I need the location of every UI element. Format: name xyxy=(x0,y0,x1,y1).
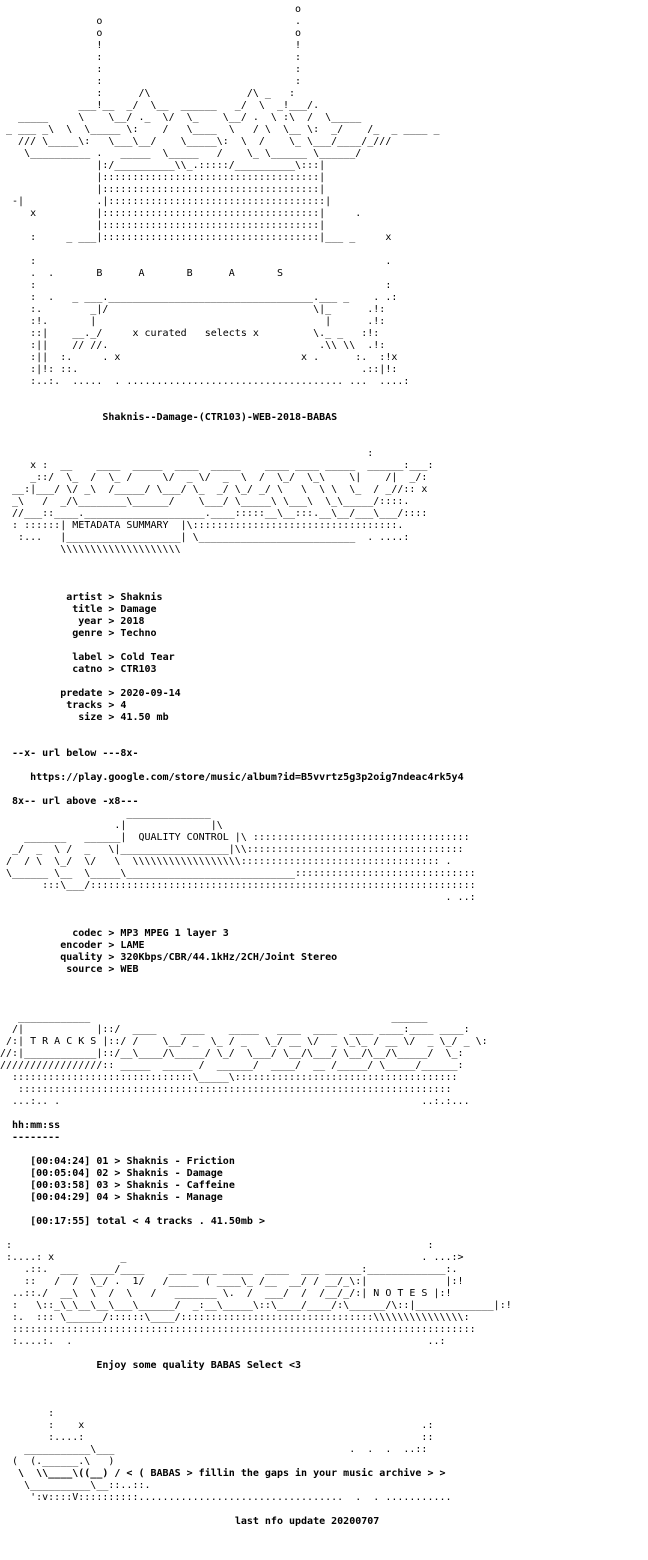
footer-art-line: ___________\___ . . . ..:: xyxy=(0,1444,428,1455)
header-art-line: \__________ . _____ \_____ / \_ \______ \______/ xyxy=(0,148,362,159)
header-art-line: :..:. ..... . .................................... ... ....: xyxy=(0,376,410,387)
header-art-line: _ ___ _\ \ \_____ \: / \____ \ / \ \__ \: _/ /_ _ ____ _ xyxy=(0,124,440,135)
notes-banner-line: .::. ___ ____/____ ___ ____ _____ ____ ___ ______:_____________:. xyxy=(0,1264,458,1275)
meta-row-catno: catno > CTR103 xyxy=(0,664,157,675)
tracks-banner-line: ::::::::::::::::::::::::::::::\_____\::::::::::::::::::::::::::::::::::::: xyxy=(0,1072,458,1083)
tracks-banner-line: /:| T R A C K S |::/ / \__/ _ \_ / _ \_/ __ \/ _ \_\_ / __ \/ _ \_/ _ \: xyxy=(0,1036,488,1047)
quality-quality-value: 320Kbps/CBR/44.1kHz/2CH/Joint Stereo xyxy=(120,952,338,963)
tracks-banner-line: //:|____________|::/__\____/\_____/ \_/ \___/ \__/\___/ \__/\__/\_____/ \_: xyxy=(0,1048,464,1059)
header-art-line: o . xyxy=(0,16,302,27)
header-art-line: o o xyxy=(0,28,302,39)
quality-banner-line: .| |\ xyxy=(0,820,223,831)
release-name-row xyxy=(0,412,648,424)
track-artist: Shaknis xyxy=(126,1180,169,1191)
meta-catno-value: CTR103 xyxy=(120,664,157,675)
header-art-line: |::::::::::::::::::::::::::::::::::::| xyxy=(0,184,326,195)
header-art-line xyxy=(0,244,648,256)
track-time: 00:04:29 xyxy=(36,1192,85,1203)
header-art-line: : : xyxy=(0,280,392,291)
header-art-line: :. _|/ \|_ .!: xyxy=(0,304,386,315)
meta-label-value: Cold Tear xyxy=(120,652,175,663)
track-row: [00:04:29] 04 > Shaknis - Manage xyxy=(0,1192,223,1203)
nfo-document xyxy=(0,4,648,1543)
meta-artist-value: Shaknis xyxy=(120,592,163,603)
notes-banner-line: : : xyxy=(0,1240,434,1251)
notes-text: Enjoy some quality BABAS Select <3 xyxy=(96,1360,302,1371)
footer-art-line: :....: :: xyxy=(0,1432,434,1443)
header-art-line: ___!__ _/ \__ ______ _/ \ _!___/. xyxy=(0,100,320,111)
header-art-line: _____ \ \__/ ._ \/ \_ \__/ . \ :\ / \_____ xyxy=(0,112,362,123)
meta-row-artist: artist > Shaknis xyxy=(0,592,163,603)
meta-row-genre: genre > Techno xyxy=(0,628,157,639)
header-art-line: ::| __._/ x curated selects x \._ _ :!: xyxy=(0,328,380,339)
quality-banner-line: \______ \__ \_____\____________________________:::::::::::::::::::::::::::::: xyxy=(0,868,476,879)
quality-banner-line: . ..: xyxy=(0,892,476,903)
track-time: 00:05:04 xyxy=(36,1168,85,1179)
notes-banner-line: ..::./ __\ \ / \ / _______ \. / ___/ / /__/_/:| N O T E S |:! xyxy=(0,1288,452,1299)
total-size: 41.50mb xyxy=(210,1216,253,1227)
meta-predate-value: 2020-09-14 xyxy=(120,688,181,699)
header-art-line: o xyxy=(0,4,302,15)
header-art-line: /// \_____\: \___\__/ \_____\: \ / \_ \___/____/_/// xyxy=(0,136,398,147)
footer-art-line: \__________\__::..::. xyxy=(0,1480,151,1491)
meta-title-value: Damage xyxy=(120,604,157,615)
metadata-banner-line: _::/ \_ / \_ / \/ _ \/ _ \ / \_/ \_\ \| /| _/: xyxy=(0,472,428,483)
footer-art-line: : x .: xyxy=(0,1420,434,1431)
footer-art-line: : xyxy=(0,1408,55,1419)
track-title: Damage xyxy=(186,1168,223,1179)
tracks-banner-line: ...:.. . ..:.:... xyxy=(0,1096,470,1107)
notes-banner-line: :. ::: \______/::::::\____/::::::::::::::::::::::::::::::::\\\\\\\\\\\\\\\: xyxy=(0,1312,470,1323)
track-time: 00:04:24 xyxy=(36,1156,85,1167)
track-row: [00:05:04] 02 > Shaknis - Damage xyxy=(0,1168,223,1179)
notes-text-row xyxy=(0,1360,648,1372)
header-art-line: :|| :. . x x . :. :!x xyxy=(0,352,398,363)
quality-banner-line: _______ ______| QUALITY CONTROL |\ :::::::::::::::::::::::::::::::::::: xyxy=(0,832,470,843)
notes-banner-line: : \::_\_\__\__\___\______/ _:__\_____\::\____/____/:\______/\::|_____________|:! xyxy=(0,1300,512,1311)
meta-year-value: 2018 xyxy=(120,616,145,627)
quality-banner-line: / / \ \_/ \/ \ \\\\\\\\\\\\\\\\\\::::::::::::::::::::::::::::::::: . xyxy=(0,856,452,867)
quality-row-codec: codec > MP3 MPEG 1 layer 3 xyxy=(0,928,229,939)
header-art-line: |::::::::::::::::::::::::::::::::::::| xyxy=(0,220,326,231)
header-art-line: : . xyxy=(0,256,392,267)
tracks-banner-line: /////////////////:: _____ _____ / ______/ ____/ __ /_____/ \_____/______: xyxy=(0,1060,464,1071)
header-art-line: |:/__________\\_.:::::/__________\:::| xyxy=(0,160,326,171)
release-url-row xyxy=(0,772,648,784)
header-art-line: :|| // //. .\\ \\ .!: xyxy=(0,340,386,351)
metadata-banner-line: : ::::::| METADATA SUMMARY |\::::::::::::::::::::::::::::::::::. xyxy=(0,520,404,531)
tracks-banner-line: /| |::/ ____ ____ _____ ____ ____ ____ ____:____ ____: xyxy=(0,1024,470,1035)
footer-art-line: ( (.______.\ ) xyxy=(0,1456,115,1467)
track-title: Caffeine xyxy=(186,1180,235,1191)
header-art-line: :|!: ::. .::|!: xyxy=(0,364,398,375)
meta-row-title: title > Damage xyxy=(0,604,157,615)
header-art-line: : _ ___|::::::::::::::::::::::::::::::::::::|___ _ x xyxy=(0,232,392,243)
notes-banner-line: ::::::::::::::::::::::::::::::::::::::::::::::::::::::::::::::::::::::::::::: xyxy=(0,1324,476,1335)
meta-tracks-value: 4 xyxy=(120,700,127,711)
tracks-banner-line: ____________ ______ xyxy=(0,1012,428,1023)
metadata-banner-line: : xyxy=(0,448,374,459)
header-art-line: :!. | | .!: xyxy=(0,316,386,327)
track-number: 01 xyxy=(96,1156,109,1167)
quality-row-quality: quality > 320Kbps/CBR/44.1kHz/2CH/Joint Stereo xyxy=(0,952,338,963)
meta-row-predate: predate > 2020-09-14 xyxy=(0,688,181,699)
meta-row-label: label > Cold Tear xyxy=(0,652,175,663)
tracks-header-label: hh:mm:ss xyxy=(0,1120,61,1131)
quality-banner-line: _/ _ \ / _ \|__________________|\\:::::::::::::::::::::::::::::::::::: xyxy=(0,844,464,855)
metadata-banner-line: //___::____.____________________.____:::::__\__:::.__\__/___\___/:::: xyxy=(0,508,428,519)
quality-banner-line: :::\___/:::::::::::::::::::::::::::::::::::::::::::::::::::::::::::::::: xyxy=(0,880,476,891)
tracks-header-rule: -------- xyxy=(0,1132,61,1143)
track-artist: Shaknis xyxy=(126,1192,169,1203)
metadata-banner-line: \\\\\\\\\\\\\\\\\\\\ xyxy=(0,544,181,555)
notes-banner-line: :....: x _ . ...:> xyxy=(0,1252,464,1263)
track-number: 03 xyxy=(96,1180,109,1191)
meta-row-tracks: tracks > 4 xyxy=(0,700,127,711)
track-row: [00:04:24] 01 > Shaknis - Friction xyxy=(0,1156,235,1167)
footer-art-line: ':v::::V::::::::::.................................. . . ........... xyxy=(0,1492,452,1503)
header-art-line: : /\ /\ _ : xyxy=(0,88,296,99)
meta-size-value: 41.50 mb xyxy=(120,712,169,723)
header-art-line: : . _ ___.__________________________________.___ _ . .: xyxy=(0,292,398,303)
track-artist: Shaknis xyxy=(126,1156,169,1167)
header-art-line: : : xyxy=(0,52,302,63)
quality-row-encoder: encoder > LAME xyxy=(0,940,145,951)
release-url-link[interactable]: https://play.google.com/store/music/album?id=B5vvrtz5g3p2oig7ndeac4rk5y4 xyxy=(30,772,464,783)
header-art-line: x |::::::::::::::::::::::::::::::::::::| . xyxy=(0,208,362,219)
header-art-line: |::::::::::::::::::::::::::::::::::::| xyxy=(0,172,326,183)
metadata-banner-line: __:|___/ \/ _\ /_____/ \___/ \_ _/ \_/ _/ \ \ \ \ \_ / _//:: x xyxy=(0,484,428,495)
track-number: 04 xyxy=(96,1192,109,1203)
track-title: Friction xyxy=(186,1156,235,1167)
header-art-line: -| .|::::::::::::::::::::::::::::::::::::| xyxy=(0,196,332,207)
header-art-line: : : xyxy=(0,64,302,75)
release-name: Shaknis--Damage-(CTR103)-WEB-2018-BABAS xyxy=(102,412,338,423)
quality-source-value: WEB xyxy=(120,964,139,975)
track-number: 02 xyxy=(96,1168,109,1179)
quality-banner-line: ______________ xyxy=(0,808,211,819)
metadata-banner-line: _\ / _/\________\______/ \___/ \_____\ \___\ \_\_____/::::. xyxy=(0,496,410,507)
header-art-line: : : xyxy=(0,76,302,87)
track-title: Manage xyxy=(186,1192,223,1203)
meta-row-year: year > 2018 xyxy=(0,616,145,627)
tracks-total-row: [00:17:55] total < 4 tracks . 41.50mb > xyxy=(0,1216,265,1227)
track-time: 00:03:58 xyxy=(36,1180,85,1191)
header-art-line: ! ! xyxy=(0,40,302,51)
total-tracks: 4 xyxy=(144,1216,151,1227)
quality-encoder-value: LAME xyxy=(120,940,145,951)
track-artist: Shaknis xyxy=(126,1168,169,1179)
quality-row-source: source > WEB xyxy=(0,964,139,975)
metadata-banner-line: :... |___________________| \__________________________ . ....: xyxy=(0,532,410,543)
tracks-banner-line: :::::::::::::::::::::::::::::::::::::::::::::::::::::::::::::::::::::::: xyxy=(0,1084,452,1095)
notes-banner-line: :....:. . ..: xyxy=(0,1336,446,1347)
last-update: last nfo update 20200707 xyxy=(234,1516,380,1527)
track-row: [00:03:58] 03 > Shaknis - Caffeine xyxy=(0,1180,235,1191)
total-time: 00:17:55 xyxy=(36,1216,85,1227)
footer-slogan-line: \ \\____\((__) / < ( BABAS > fillin the gaps in your music archive > > xyxy=(0,1468,446,1479)
meta-row-size: size > 41.50 mb xyxy=(0,712,169,723)
last-update-row xyxy=(0,1516,648,1528)
meta-genre-value: Techno xyxy=(120,628,157,639)
metadata-banner-line: x : __ ____ _____ ____ _____ ____ ____ _____ ______:___: xyxy=(0,460,434,471)
url-divider-bottom: 8x-- url above -x8--- xyxy=(0,796,139,807)
notes-banner-line: :: / / \_/ . 1/ /_____ ( ____\_ /__ __/ / __/_\:| |:! xyxy=(0,1276,464,1287)
header-art-line: . . B A B A S xyxy=(0,268,283,279)
url-divider-top: --x- url below ---8x- xyxy=(0,748,139,759)
quality-codec-value: MP3 MPEG 1 layer 3 xyxy=(120,928,229,939)
